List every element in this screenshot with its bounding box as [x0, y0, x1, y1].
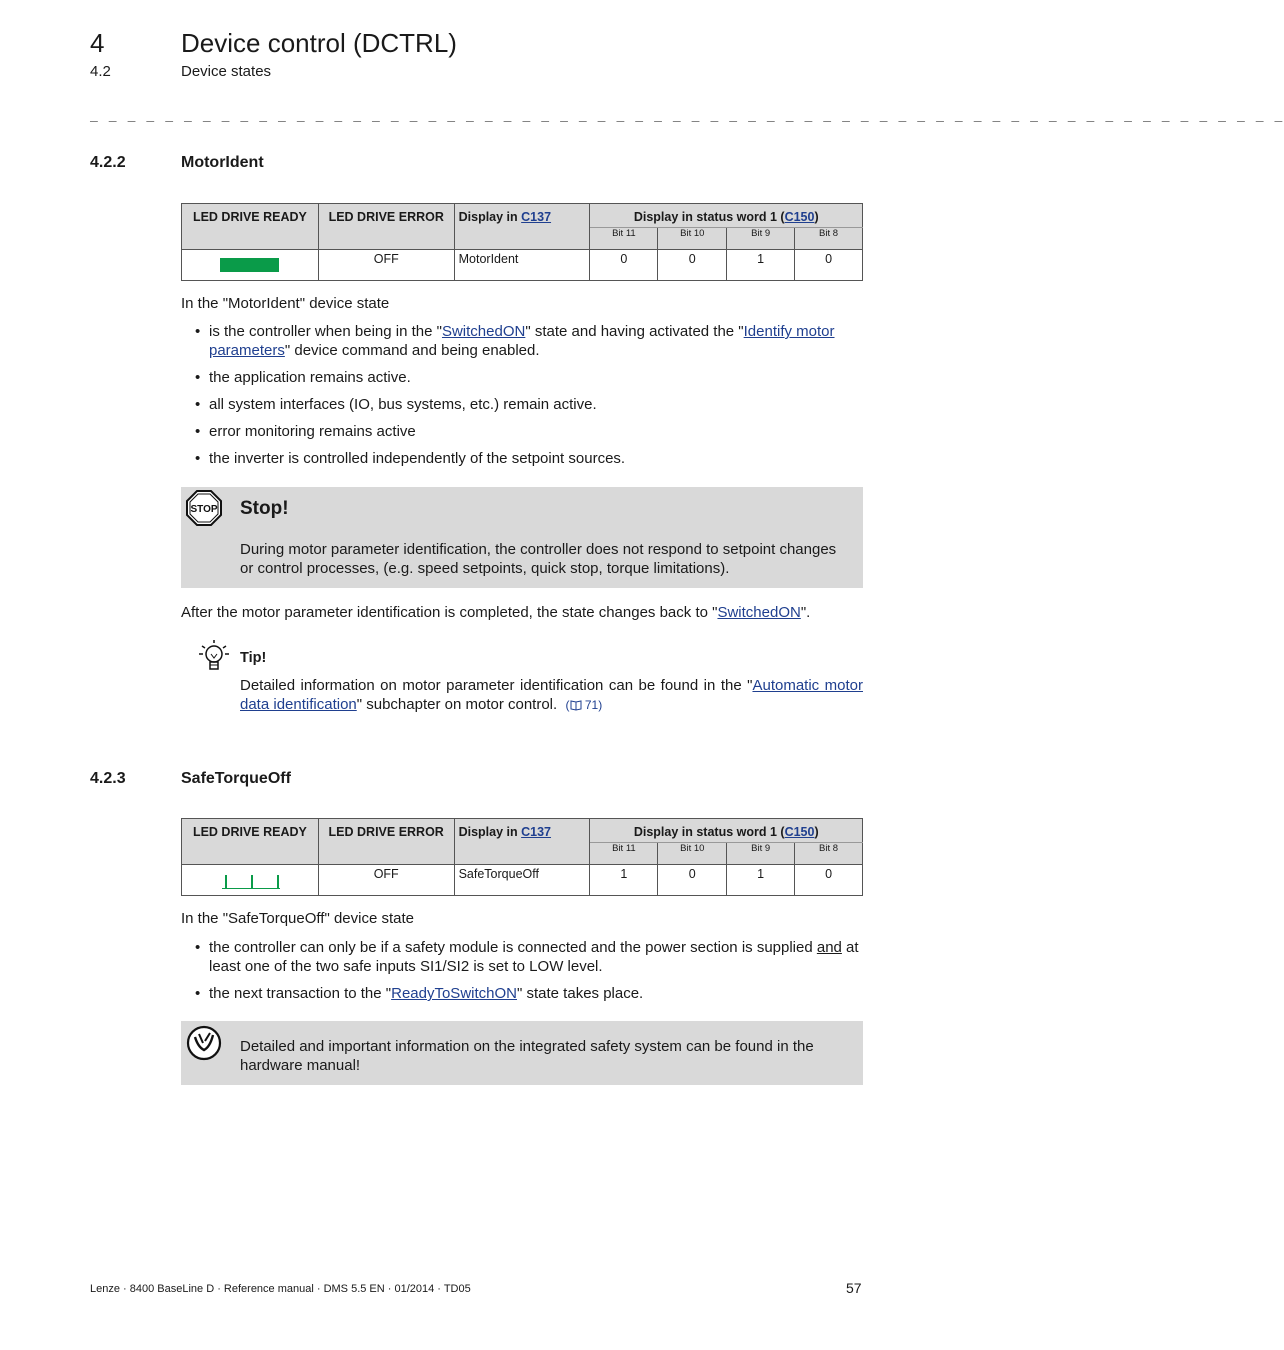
book-icon — [570, 700, 582, 710]
link-c150[interactable]: C150 — [784, 825, 815, 839]
header-rule: _ _ _ _ _ _ _ _ _ _ _ _ _ _ _ _ _ _ _ _ _ _ _ _ _ _ _ _ _ _ _ _ _ _ _ _ _ _ _ _ _ _ _ _ _ _ _ _ _ _ _ _ _ _ _ _ _ _ _ _ _ _ _ _ — [90, 109, 1284, 124]
safetorqueoff-state-table — [181, 818, 863, 896]
col-led-drive-error: LED DRIVE ERROR — [318, 819, 454, 865]
col-bit-8: Bit 8 — [795, 843, 863, 865]
motorident-state-table — [181, 203, 863, 281]
col-status-word: Display in status word 1 (C150) — [590, 819, 863, 843]
col-display-in: Display in C137 — [454, 819, 590, 865]
bit-8-cell: 0 — [795, 250, 863, 281]
list-item: • is the controller when being in the "SwitchedON" state and having activated the "Identify motor parameters" device command and being enabled. — [181, 322, 863, 360]
bit-11-cell: 1 — [590, 865, 658, 896]
bit-11-cell: 0 — [590, 250, 658, 281]
led-ready-cell — [182, 865, 319, 896]
led-solid-green-icon — [220, 258, 279, 272]
safety-manual-icon — [186, 1025, 222, 1061]
lightbulb-icon — [196, 638, 232, 674]
bit-9-cell: 1 — [727, 250, 795, 281]
link-readytoswitchon[interactable]: ReadyToSwitchON — [391, 985, 517, 1002]
link-c137[interactable]: C137 — [521, 210, 552, 224]
display-cell: MotorIdent — [454, 250, 590, 281]
stop-warning-box — [181, 487, 863, 588]
link-identify-motor-parameters[interactable]: Identify motor parameters — [209, 323, 835, 359]
link-c150[interactable]: C150 — [784, 210, 815, 224]
col-bit-11: Bit 11 — [590, 228, 658, 250]
link-switchedon[interactable]: SwitchedON — [441, 323, 526, 340]
col-bit-9: Bit 9 — [727, 843, 795, 865]
bit-10-cell: 0 — [658, 865, 727, 896]
list-item: • the inverter is controlled independently of the setpoint sources. — [181, 449, 863, 468]
bit-10-cell: 0 — [658, 250, 727, 281]
col-bit-11: Bit 11 — [590, 843, 658, 865]
stop-title: Stop! — [240, 498, 289, 519]
motorident-intro: In the "MotorIdent" device state — [181, 295, 390, 312]
list-item: • the application remains active. — [181, 368, 863, 387]
stop-text: During motor parameter identification, the controller does not respond to setpoint changes or control processes, (e.g. speed setpoints, quick stop, torque limitations). — [240, 541, 837, 577]
safety-note-text: Detailed and important information on the integrated safety system can be found in the hardware manual! — [240, 1038, 814, 1074]
led-blink-green-icon — [182, 867, 318, 893]
display-cell: SafeTorqueOff — [454, 865, 590, 896]
link-automatic-motor-data-identification[interactable]: Automatic motor data identification — [240, 677, 863, 713]
col-led-drive-ready: LED DRIVE READY — [182, 819, 319, 865]
list-item: • the controller can only be if a safety module is connected and the power section is supplied and at least one of the two safe inputs SI1/SI2 is set to LOW level. — [181, 938, 863, 976]
chapter-number: 4 — [90, 28, 105, 58]
section-title: Device states — [181, 63, 272, 80]
bit-9-cell: 1 — [727, 865, 795, 896]
col-bit-10: Bit 10 — [658, 228, 727, 250]
motorident-after: After the motor parameter identification is completed, the state changes back to "SwitchedON". — [181, 604, 811, 621]
col-led-drive-error: LED DRIVE ERROR — [318, 204, 454, 250]
col-bit-8: Bit 8 — [795, 228, 863, 250]
col-led-drive-ready: LED DRIVE READY — [182, 204, 319, 250]
col-display-in: Display in C137 — [454, 204, 590, 250]
link-c137[interactable]: C137 — [521, 825, 552, 839]
list-item: • all system interfaces (IO, bus systems, etc.) remain active. — [181, 395, 863, 414]
svg-text:STOP: STOP — [190, 504, 218, 515]
led-error-cell: OFF — [318, 250, 454, 281]
heading-motorident-number: 4.2.2 — [90, 154, 126, 171]
tip-title: Tip! — [240, 650, 267, 666]
heading-safetorqueoff-number: 4.2.3 — [90, 770, 126, 787]
table-row — [182, 865, 863, 896]
bit-8-cell: 0 — [795, 865, 863, 896]
col-bit-10: Bit 10 — [658, 843, 727, 865]
motorident-bullets — [181, 322, 863, 476]
led-ready-cell — [182, 250, 319, 281]
led-error-cell: OFF — [318, 865, 454, 896]
heading-safetorqueoff-title: SafeTorqueOff — [181, 770, 291, 787]
page-number: 57 — [846, 1280, 862, 1296]
list-item: • the next transaction to the "ReadyToSwitchON" state takes place. — [181, 984, 863, 1003]
table-row — [182, 250, 863, 281]
footer-text: Lenze · 8400 BaseLine D · Reference manual · DMS 5.5 EN · 01/2014 · TD05 — [90, 1283, 471, 1295]
chapter-title: Device control (DCTRL) — [181, 28, 457, 58]
tip-text: Detailed information on motor parameter identification can be found in the "Automatic motor data identification" subchapter on motor control. ( 71) — [240, 677, 863, 713]
safetorqueoff-bullets — [181, 938, 863, 1011]
safetorqueoff-intro: In the "SafeTorqueOff" device state — [181, 910, 415, 927]
col-bit-9: Bit 9 — [727, 228, 795, 250]
stop-sign-icon — [186, 490, 222, 526]
link-switchedon-2[interactable]: SwitchedON — [717, 604, 801, 621]
safety-note-box — [181, 1021, 863, 1085]
list-item: • error monitoring remains active — [181, 422, 863, 441]
page-reference[interactable]: ( 71) — [565, 698, 603, 712]
col-status-word: Display in status word 1 (C150) — [590, 204, 863, 228]
section-number: 4.2 — [90, 63, 111, 80]
heading-motorident-title: MotorIdent — [181, 154, 264, 171]
